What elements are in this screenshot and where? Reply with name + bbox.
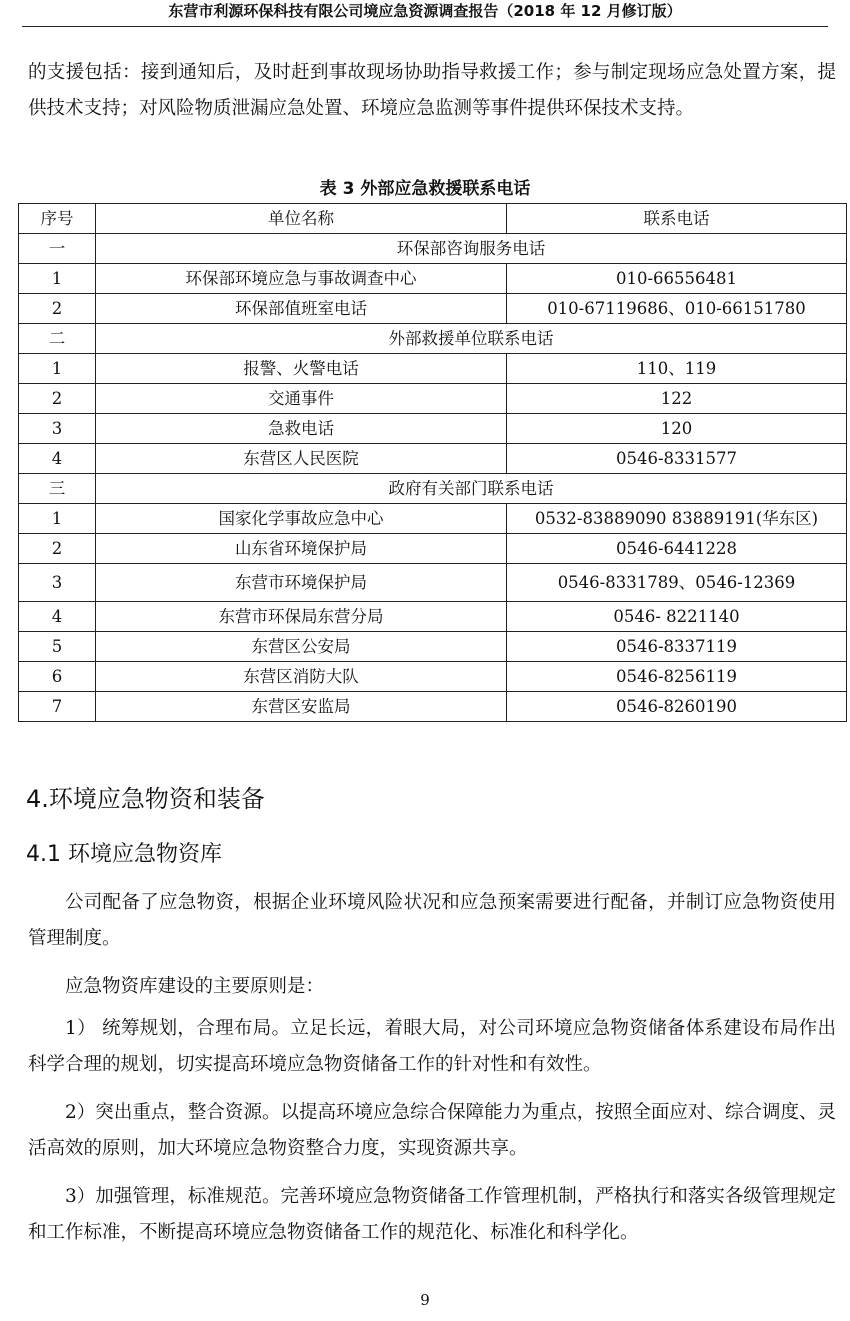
table-row	[19, 444, 847, 474]
row-phone: 0546-8337119	[507, 632, 847, 662]
table-caption: 表 3 外部应急救援联系电话	[319, 179, 531, 199]
table-row	[19, 384, 847, 414]
row-phone: 0532-83889090 83889191(华东区)	[507, 504, 847, 534]
row-name: 东营区公安局	[96, 632, 507, 662]
row-name: 交通事件	[96, 384, 507, 414]
row-no: 4	[19, 444, 96, 474]
row-phone: 0546-8331789、0546-12369	[507, 564, 847, 602]
row-no: 1	[19, 504, 96, 534]
running-header: 东营市利源环保科技有限公司境应急资源调查报告（2018 年 12 月修订版）	[22, 0, 828, 27]
table-row	[19, 354, 847, 384]
group-title: 环保部咨询服务电话	[96, 234, 847, 264]
row-phone: 010-67119686、010-66151780	[507, 294, 847, 324]
row-phone: 0546-8331577	[507, 444, 847, 474]
group-no: 二	[19, 324, 96, 354]
body-paragraph: 3）加强管理，标准规范。完善环境应急物资储备工作管理机制，严格执行和落实各级管理规定和工作标准，不断提高环境应急物资储备工作的规范化、标准化和科学化。	[28, 1186, 836, 1243]
group-title: 政府有关部门联系电话	[96, 474, 847, 504]
row-phone: 0546-8256119	[507, 662, 847, 692]
page-number: 9	[420, 1291, 430, 1309]
row-name: 国家化学事故应急中心	[96, 504, 507, 534]
table-row	[19, 504, 847, 534]
row-name: 急救电话	[96, 414, 507, 444]
table-row	[19, 294, 847, 324]
table-row	[19, 692, 847, 722]
group-no: 三	[19, 474, 96, 504]
row-no: 3	[19, 564, 96, 602]
table-row	[19, 602, 847, 632]
row-phone: 120	[507, 414, 847, 444]
section-heading: 4.环境应急物资和装备	[26, 785, 265, 813]
row-name: 东营区人民医院	[96, 444, 507, 474]
table-row	[19, 564, 847, 602]
row-name: 山东省环境保护局	[96, 534, 507, 564]
table-header-row	[19, 204, 847, 234]
group-no: 一	[19, 234, 96, 264]
row-name: 环保部环境应急与事故调查中心	[96, 264, 507, 294]
body-paragraph: 1） 统筹规划，合理布局。立足长远，着眼大局，对公司环境应急物资储备体系建设布局作出科学合理的规划，切实提高环境应急物资储备工作的针对性和有效性。	[28, 1018, 836, 1075]
row-name: 东营市环境保护局	[96, 564, 507, 602]
intro-paragraph: 的支援包括：接到通知后，及时赶到事故现场协助指导救援工作；参与制定现场应急处置方案，提供技术支持；对风险物质泄漏应急处置、环境应急监测等事件提供环保技术支持。	[28, 62, 836, 119]
body-paragraph: 2）突出重点，整合资源。以提高环境应急综合保障能力为重点，按照全面应对、综合调度、灵活高效的原则，加大环境应急物资整合力度，实现资源共享。	[28, 1102, 836, 1159]
body-paragraph: 应急物资库建设的主要原则是：	[65, 976, 325, 997]
row-no: 2	[19, 294, 96, 324]
header-cell-no: 序号	[19, 204, 96, 234]
row-name: 东营区安监局	[96, 692, 507, 722]
row-no: 4	[19, 602, 96, 632]
row-no: 2	[19, 384, 96, 414]
subsection-heading: 4.1 环境应急物资库	[26, 842, 222, 867]
row-name: 报警、火警电话	[96, 354, 507, 384]
table-row	[19, 632, 847, 662]
row-phone: 0546-8260190	[507, 692, 847, 722]
row-no: 1	[19, 264, 96, 294]
row-name: 东营市环保局东营分局	[96, 602, 507, 632]
row-name: 环保部值班室电话	[96, 294, 507, 324]
table-row	[19, 264, 847, 294]
row-no: 2	[19, 534, 96, 564]
table-row	[19, 414, 847, 444]
row-phone: 0546- 8221140	[507, 602, 847, 632]
table-row	[19, 534, 847, 564]
row-no: 7	[19, 692, 96, 722]
row-phone: 0546-6441228	[507, 534, 847, 564]
header-cell-phone: 联系电话	[507, 204, 847, 234]
row-no: 1	[19, 354, 96, 384]
group-title: 外部救援单位联系电话	[96, 324, 847, 354]
row-name: 东营区消防大队	[96, 662, 507, 692]
row-no: 5	[19, 632, 96, 662]
row-phone: 010-66556481	[507, 264, 847, 294]
group-row	[19, 474, 847, 504]
body-paragraph: 公司配备了应急物资，根据企业环境风险状况和应急预案需要进行配备，并制订应急物资使用管理制度。	[28, 892, 836, 949]
group-row	[19, 234, 847, 264]
header-cell-name: 单位名称	[96, 204, 507, 234]
group-row	[19, 324, 847, 354]
table-row	[19, 662, 847, 692]
row-no: 6	[19, 662, 96, 692]
row-no: 3	[19, 414, 96, 444]
row-phone: 122	[507, 384, 847, 414]
row-phone: 110、119	[507, 354, 847, 384]
contacts-table	[18, 203, 847, 722]
